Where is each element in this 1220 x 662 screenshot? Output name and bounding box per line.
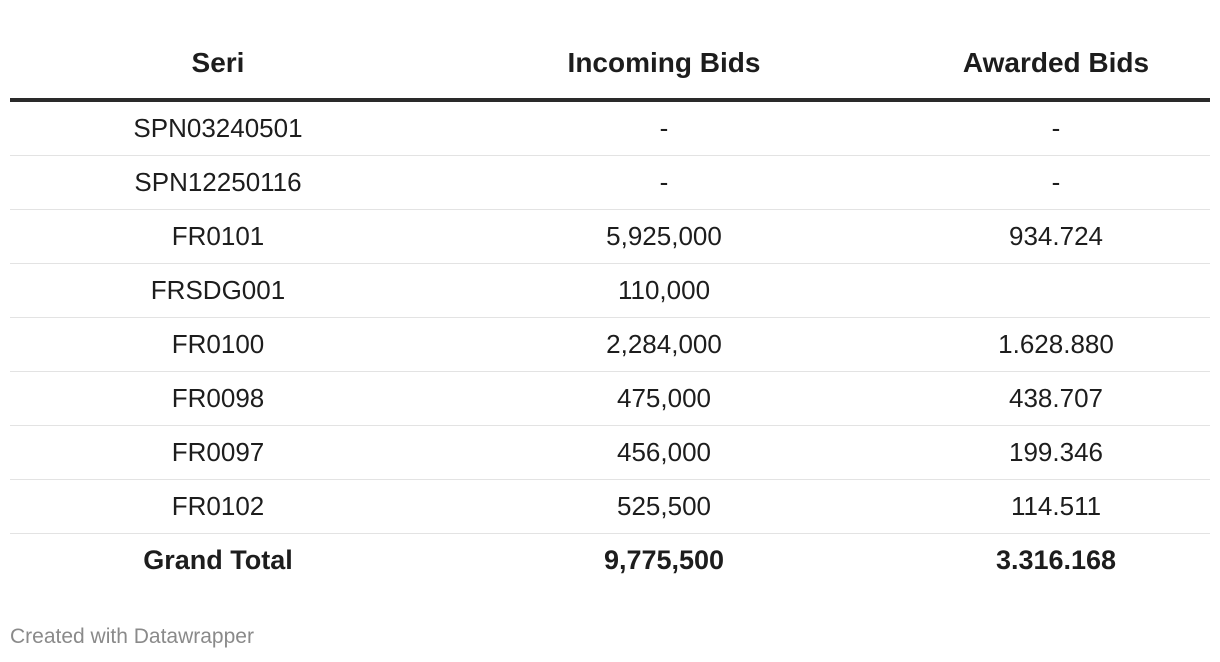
table-row <box>10 210 1210 264</box>
cell-incoming-bids: - <box>426 100 902 156</box>
column-header-seri[interactable]: Seri <box>10 28 426 100</box>
cell-awarded-bids: 934.724 <box>902 210 1210 264</box>
cell-incoming-bids: - <box>426 156 902 210</box>
cell-incoming-bids: 2,284,000 <box>426 318 902 372</box>
cell-seri: SPN12250116 <box>10 156 426 210</box>
table-row <box>10 480 1210 534</box>
cell-incoming-bids: 456,000 <box>426 426 902 480</box>
cell-awarded-bids: 438.707 <box>902 372 1210 426</box>
cell-incoming-bids: 525,500 <box>426 480 902 534</box>
cell-total-awarded-bids: 3.316.168 <box>995 545 1117 575</box>
cell-awarded-bids: - <box>902 100 1210 156</box>
cell-seri: FR0100 <box>10 318 426 372</box>
cell-seri: FRSDG001 <box>10 264 426 318</box>
table-row <box>10 156 1210 210</box>
cell-seri: FR0102 <box>10 480 426 534</box>
cell-awarded-bids <box>902 264 1210 318</box>
cell-incoming-bids: 110,000 <box>426 264 902 318</box>
cell-seri: SPN03240501 <box>10 100 426 156</box>
cell-incoming-bids: 475,000 <box>426 372 902 426</box>
table-row <box>10 426 1210 480</box>
column-header-incoming-bids[interactable]: Incoming Bids <box>426 28 902 100</box>
cell-seri: FR0098 <box>10 372 426 426</box>
column-header-awarded-bids[interactable]: Awarded Bids <box>902 28 1210 100</box>
table-row <box>10 264 1210 318</box>
cell-awarded-bids: 1.628.880 <box>902 318 1210 372</box>
datawrapper-credit[interactable]: Created with Datawrapper <box>10 625 254 648</box>
cell-seri: FR0101 <box>10 210 426 264</box>
bids-table <box>10 28 1210 587</box>
cell-awarded-bids: - <box>902 156 1210 210</box>
cell-total-incoming-bids: 9,775,500 <box>603 545 725 575</box>
table-row <box>10 318 1210 372</box>
grand-total-row <box>10 534 1210 588</box>
table-row <box>10 372 1210 426</box>
cell-incoming-bids: 5,925,000 <box>426 210 902 264</box>
cell-total-label: Grand Total <box>143 545 293 575</box>
cell-awarded-bids: 199.346 <box>902 426 1210 480</box>
table-row <box>10 100 1210 156</box>
cell-awarded-bids: 114.511 <box>902 480 1210 534</box>
table-header-row <box>10 28 1210 100</box>
cell-seri: FR0097 <box>10 426 426 480</box>
data-table-container <box>10 28 1210 587</box>
